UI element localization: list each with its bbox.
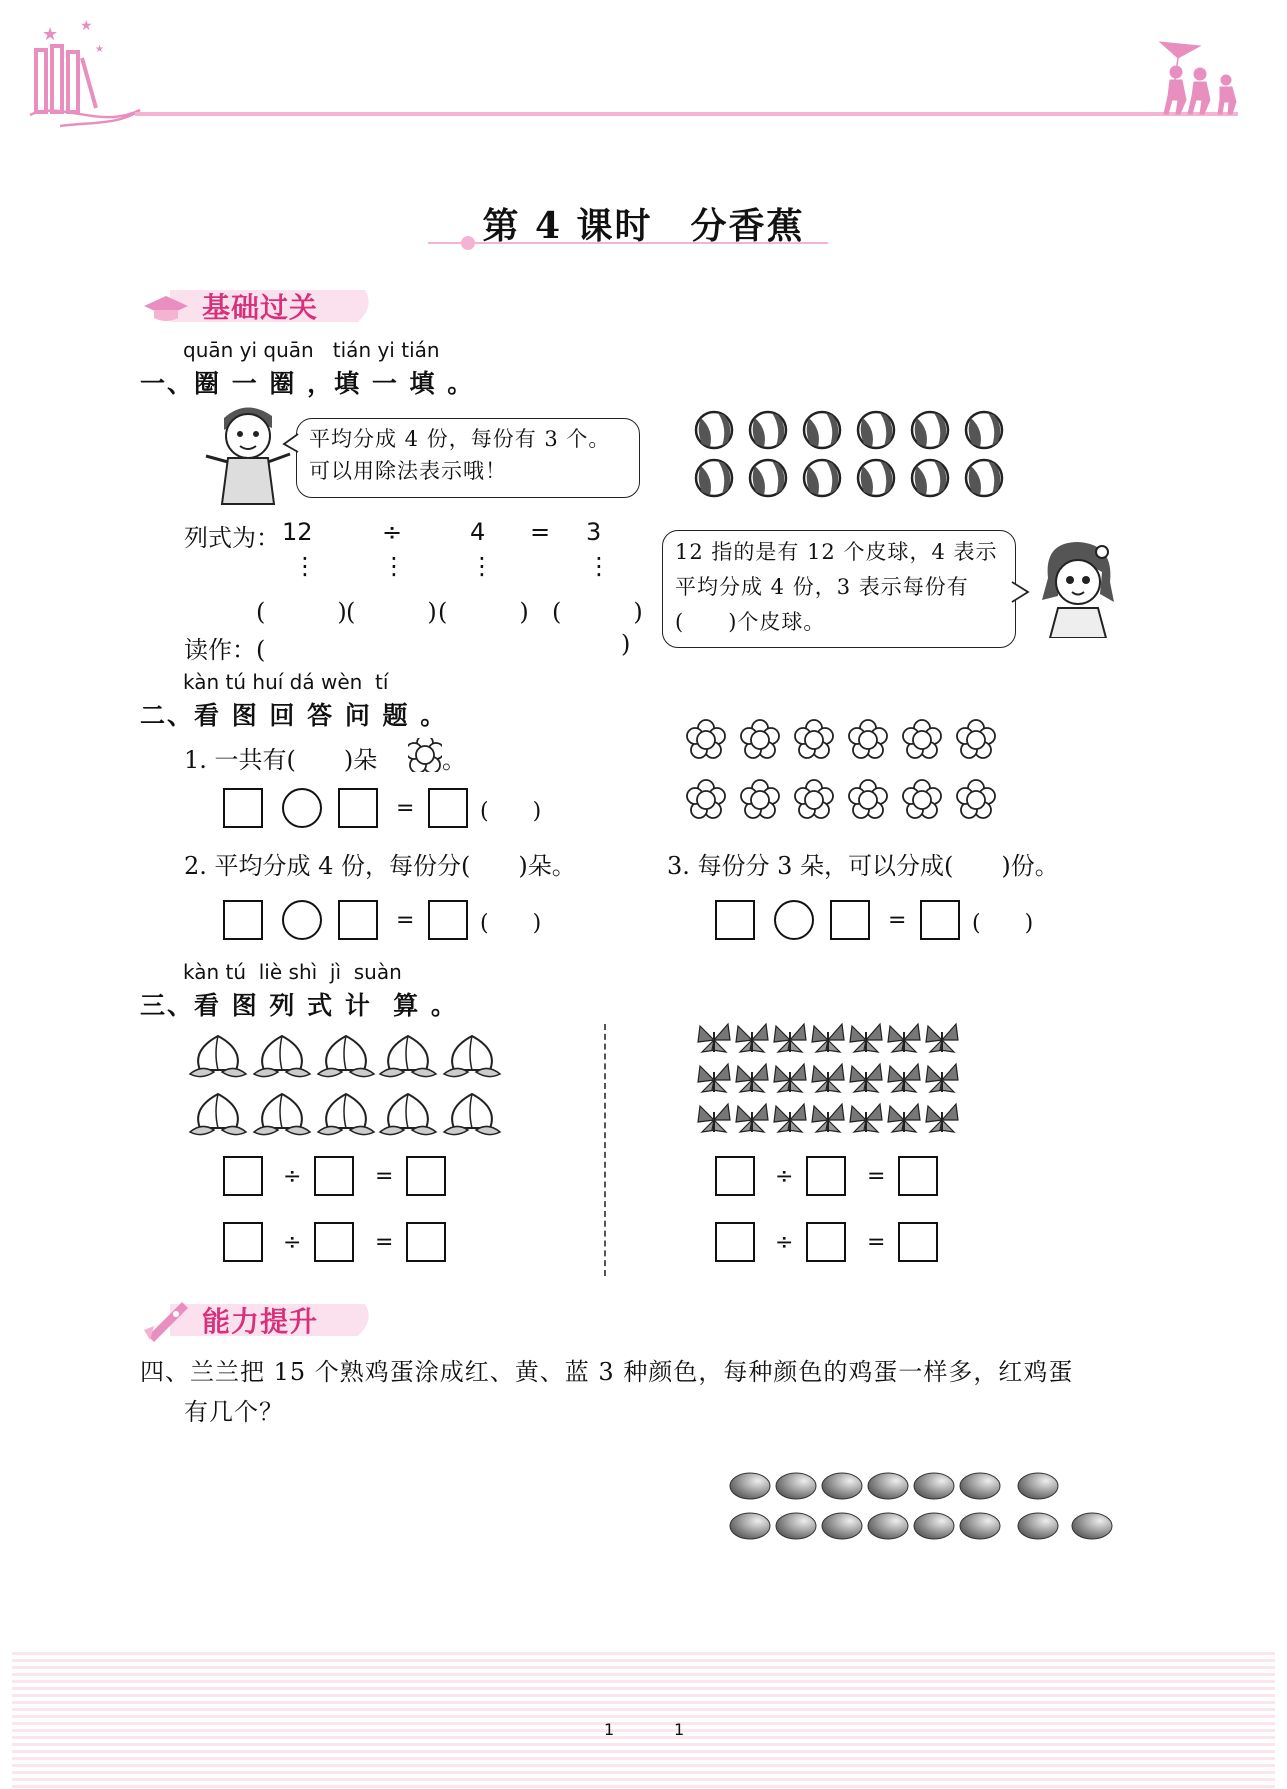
q2-eq1-box-1[interactable] <box>223 788 263 828</box>
egg-icon <box>868 1513 908 1539</box>
flower-icon <box>903 780 941 818</box>
q4-line2: 有几个？ <box>184 1398 284 1426</box>
q3-divider <box>604 1024 606 1276</box>
butterfly-icon <box>926 1064 958 1092</box>
ball-icon <box>750 460 786 496</box>
q2-eq3-result-box[interactable] <box>920 900 960 940</box>
butterfly-icon <box>888 1064 920 1092</box>
q2-eq3-box-2[interactable] <box>830 900 870 940</box>
egg-icon <box>730 1513 770 1539</box>
butterfly-icon <box>812 1024 844 1052</box>
q2-eq1-box-2[interactable] <box>338 788 378 828</box>
formula-equals: = <box>530 518 551 546</box>
ball-icon <box>912 412 948 448</box>
q2-eq1-equals: = <box>396 796 415 821</box>
dots-1: ⋮ <box>293 552 317 580</box>
q2-sub1-end: 。 <box>442 746 466 774</box>
formula-dividend: 12 <box>282 518 313 546</box>
dots-2: ⋮ <box>382 552 406 580</box>
ball-icon <box>858 460 894 496</box>
butterfly-icon <box>850 1024 882 1052</box>
girl-speech-bubble <box>662 530 1016 648</box>
q2-pinyin: kàn tú huí dá wèn tí <box>183 670 389 694</box>
butterfly-icon <box>736 1024 768 1052</box>
girl-illustration <box>1030 538 1126 638</box>
q2-eq1-result-box[interactable] <box>428 788 468 828</box>
q3-right-eq1-box-1[interactable] <box>715 1156 755 1196</box>
butterfly-icon <box>926 1024 958 1052</box>
title-underline <box>428 236 828 250</box>
q3-left-eq2-box-3[interactable] <box>406 1222 446 1262</box>
dots-4: ⋮ <box>587 552 611 580</box>
boy-speech-line2: 可以用除法表示哦！ <box>309 459 507 483</box>
children-kite-icon <box>1160 42 1236 114</box>
q3-left-eq1-box-1[interactable] <box>223 1156 263 1196</box>
q4-line1: 四、兰兰把 15 个熟鸡蛋涂成红、黄、蓝 3 种颜色，每种颜色的鸡蛋一样多，红鸡蛋 <box>140 1358 1074 1386</box>
q2-eq2-equals: = <box>396 908 415 933</box>
egg-icon <box>822 1473 862 1499</box>
page-number-a: 1 <box>604 1720 615 1739</box>
ball-icon <box>750 412 786 448</box>
formula-divisor: 4 <box>470 518 486 546</box>
q2-sub1: 1. 一共有( )朵 <box>184 746 378 774</box>
butterfly-icon <box>774 1104 806 1132</box>
flower-icon <box>795 780 833 818</box>
q3-left-eq1-div: ÷ <box>283 1164 302 1189</box>
blank-2[interactable]: ( ) <box>346 598 437 626</box>
egg-icon <box>868 1473 908 1499</box>
lesson-title: 第 4 课时 分香蕉 <box>482 205 805 247</box>
q2-eq3-op-circle[interactable] <box>774 900 814 940</box>
q3-right-eq1-box-3[interactable] <box>898 1156 938 1196</box>
flower-icon <box>795 720 833 758</box>
ball-icon <box>966 412 1002 448</box>
butterfly-icon <box>698 1064 730 1092</box>
blank-3[interactable]: ( ) <box>438 598 529 626</box>
butterfly-icon <box>926 1104 958 1132</box>
butterfly-icon <box>698 1024 730 1052</box>
balls-group <box>690 406 1020 506</box>
butterfly-icon <box>812 1064 844 1092</box>
q3-right-eq2-div: ÷ <box>775 1230 794 1255</box>
q3-right-eq1-eq: = <box>867 1164 886 1189</box>
q3-right-eq2-eq: = <box>867 1230 886 1255</box>
egg-icon <box>1072 1513 1112 1539</box>
peaches-group <box>186 1028 516 1148</box>
eggs-group <box>726 1470 1116 1540</box>
butterfly-icon <box>736 1064 768 1092</box>
peach-icon <box>254 1094 310 1135</box>
egg-icon <box>1018 1473 1058 1499</box>
formula-quotient: 3 <box>586 518 602 546</box>
section-title-basic: 基础过关 <box>202 291 319 324</box>
q3-left-eq1-box-3[interactable] <box>406 1156 446 1196</box>
peach-icon <box>380 1094 436 1135</box>
q3-right-eq2-box-2[interactable] <box>806 1222 846 1262</box>
ball-icon <box>912 460 948 496</box>
butterflies-group <box>694 1018 970 1140</box>
header-decoration <box>0 0 1287 140</box>
q3-right-eq2-box-1[interactable] <box>715 1222 755 1262</box>
q1-pinyin: quān yi quān tián yi tián <box>183 338 440 362</box>
q2-eq1-unit[interactable]: ( ) <box>480 799 542 824</box>
ball-icon <box>858 412 894 448</box>
girl-bubble-tail <box>1010 580 1030 606</box>
svg-text:★: ★ <box>95 44 104 55</box>
flower-icon <box>741 720 779 758</box>
q3-pinyin: kàn tú liè shì jì suàn <box>183 960 402 984</box>
q3-left-eq2-eq: = <box>375 1230 394 1255</box>
q2-eq2-box-1[interactable] <box>223 900 263 940</box>
flower-icon <box>741 780 779 818</box>
q3-left-eq1-box-2[interactable] <box>314 1156 354 1196</box>
butterfly-icon <box>888 1104 920 1132</box>
q2-eq1-op-circle[interactable] <box>282 788 322 828</box>
footer-band <box>12 1652 1275 1789</box>
formula-label: 列式为： <box>184 524 280 552</box>
q2-eq2-op-circle[interactable] <box>282 900 322 940</box>
peach-icon <box>190 1094 246 1135</box>
q2-eq3-box-1[interactable] <box>715 900 755 940</box>
read-answer-field[interactable] <box>270 628 615 660</box>
read-label: 读作：( <box>184 636 266 664</box>
butterfly-icon <box>888 1024 920 1052</box>
peach-icon <box>318 1036 374 1077</box>
q2-eq2-box-2[interactable] <box>338 900 378 940</box>
egg-icon <box>822 1513 862 1539</box>
butterfly-icon <box>698 1104 730 1132</box>
ball-icon <box>696 460 732 496</box>
q3-right-eq1-box-2[interactable] <box>806 1156 846 1196</box>
egg-icon <box>914 1473 954 1499</box>
egg-icon <box>1018 1513 1058 1539</box>
peach-icon <box>444 1036 500 1077</box>
blank-4[interactable]: ( ) <box>552 598 643 626</box>
butterfly-icon <box>736 1104 768 1132</box>
svg-text:★: ★ <box>80 18 93 34</box>
q2-eq3-equals: = <box>888 908 907 933</box>
egg-icon <box>730 1473 770 1499</box>
flower-icon <box>687 780 725 818</box>
flowers-group <box>680 716 1010 826</box>
ball-icon <box>696 412 732 448</box>
formula-div-sign: ÷ <box>382 518 403 546</box>
flower-icon <box>687 720 725 758</box>
page-number-b: 1 <box>674 1720 685 1739</box>
q3-left-eq2-div: ÷ <box>283 1230 302 1255</box>
egg-icon <box>960 1473 1000 1499</box>
girl-speech-text: 12 指的是有 12 个皮球，4 表示平均分成 4 份，3 表示每份有( )个皮球。 <box>675 540 998 634</box>
q2-sub3: 3. 每份分 3 朵，可以分成( )份。 <box>667 852 1059 880</box>
q3-right-eq2-box-3[interactable] <box>898 1222 938 1262</box>
boy-speech-line1: 平均分成 4 份，每份有 3 个。 <box>309 427 611 451</box>
boy-bubble-tail <box>282 432 300 456</box>
q2-sub2: 2. 平均分成 4 份，每份分( )朵。 <box>184 852 576 880</box>
egg-icon <box>776 1473 816 1499</box>
section-title-advanced: 能力提升 <box>202 1305 319 1338</box>
q3-right-eq1-div: ÷ <box>775 1164 794 1189</box>
q3-left-eq2-box-1[interactable] <box>223 1222 263 1262</box>
q3-left-eq2-box-2[interactable] <box>314 1222 354 1262</box>
q2-title: 二、看 图 回 答 问 题 。 <box>140 701 448 730</box>
egg-icon <box>960 1513 1000 1539</box>
egg-icon <box>914 1513 954 1539</box>
blank-1[interactable]: ( ) <box>256 598 347 626</box>
q1-title: 一、圈 一 圈 ，填 一 填 。 <box>140 369 475 398</box>
peach-icon <box>318 1094 374 1135</box>
q3-left-eq1-eq: = <box>375 1164 394 1189</box>
ball-icon <box>966 460 1002 496</box>
butterfly-icon <box>774 1024 806 1052</box>
small-flower-icon <box>408 738 442 772</box>
q2-eq2-result-box[interactable] <box>428 900 468 940</box>
q3-title: 三、看 图 列 式 计 算 。 <box>140 991 458 1020</box>
read-close: ) <box>621 630 631 658</box>
butterfly-icon <box>774 1064 806 1092</box>
butterfly-icon <box>850 1064 882 1092</box>
peach-icon <box>380 1036 436 1077</box>
flower-icon <box>849 780 887 818</box>
flower-icon <box>903 720 941 758</box>
dots-3: ⋮ <box>470 552 494 580</box>
egg-icon <box>776 1513 816 1539</box>
peach-icon <box>190 1036 246 1077</box>
flower-icon <box>957 720 995 758</box>
butterfly-icon <box>812 1104 844 1132</box>
butterfly-icon <box>850 1104 882 1132</box>
q2-eq2-unit[interactable]: ( ) <box>480 911 542 936</box>
flower-icon <box>849 720 887 758</box>
peach-icon <box>444 1094 500 1135</box>
books-logo-icon <box>30 18 140 126</box>
boy-speech-bubble <box>296 418 640 498</box>
q2-eq3-unit[interactable]: ( ) <box>972 911 1034 936</box>
ball-icon <box>804 460 840 496</box>
flower-icon <box>957 780 995 818</box>
peach-icon <box>254 1036 310 1077</box>
svg-text:★: ★ <box>42 24 59 45</box>
ball-icon <box>804 412 840 448</box>
